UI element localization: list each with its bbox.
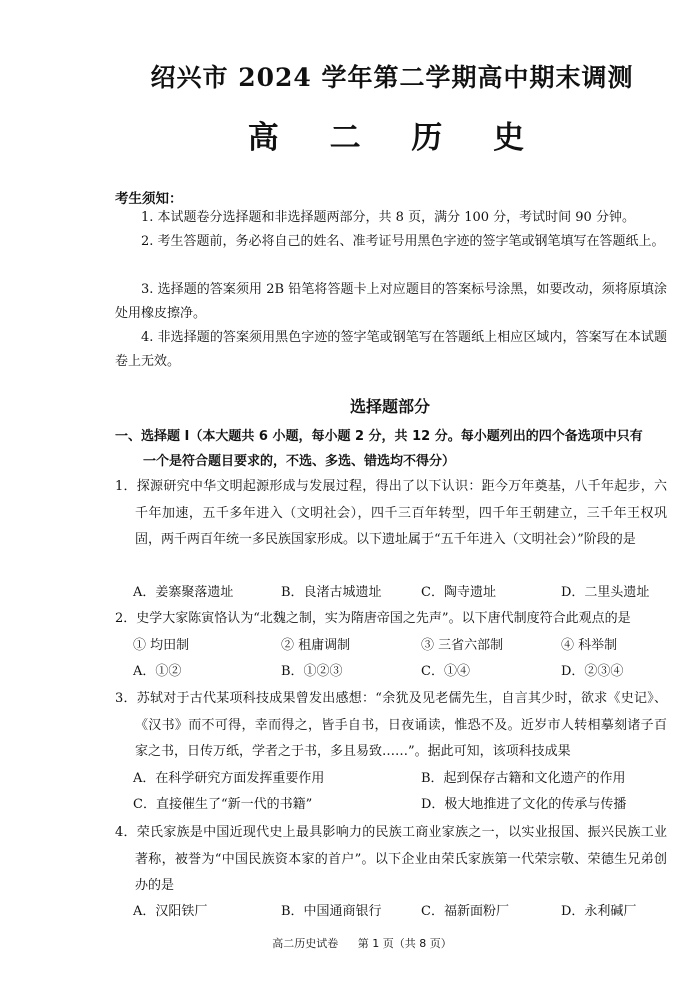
option-c: C．①④ xyxy=(421,664,470,679)
question-2-options xyxy=(133,659,673,685)
exam-title: 绍兴市 2024 学年第二学期高中期末调测 xyxy=(150,63,634,92)
option-a: A．在科学研究方面发挥重要作用 xyxy=(133,771,325,786)
part-instructions xyxy=(115,424,670,474)
option-d: D．二里头遗址 xyxy=(561,585,650,600)
option-b: B．①②③ xyxy=(281,664,343,679)
section-title: 选择题部分 xyxy=(349,397,430,416)
subject-title: 高 二 历 史 xyxy=(247,120,545,156)
option-b: B．起到保存古籍和文化遗产的作用 xyxy=(421,771,626,786)
option-b: B．良渚古城遗址 xyxy=(281,585,382,600)
question-4 xyxy=(115,820,667,900)
option-a: A．汉阳铁厂 xyxy=(133,904,208,919)
notice-item-3: 3. 选择题的答案须用 2B 铅笔将答题卡上对应题目的答案标号涂黑，如要改动，须将原填涂处用橡皮擦净。 xyxy=(115,282,667,321)
page-footer xyxy=(0,935,696,951)
notice-item-2: 2. 考生答题前，务必将自己的姓名、准考证号用黑色字迹的签字笔或钢笔填写在答题纸上。 xyxy=(141,234,665,249)
item-3: ③ 三省六部制 xyxy=(421,638,504,653)
part-instructions-line-1: 一、选择题 I（本大题共 6 小题，每小题 2 分，共 12 分。每小题列出的四个备选项中只有 xyxy=(115,429,643,444)
footer-page-number: 第 1 页（共 8 页） xyxy=(357,937,452,950)
question-4-options xyxy=(133,899,673,925)
item-1: ① 均田制 xyxy=(133,638,190,653)
question-stem: 1．探源研究中华文明起源形成与发展过程，得出了以下认识：距今万年奠基，八千年起步，六千年加速，五千多年进入（文明社会），四千三百年转型，四千年王朝建立，三千年王权巩固，两千两百年统一多民族国家形成。以下遗址属于“五千年进入（文明社会）”阶段的是 xyxy=(115,479,667,547)
question-stem: 2．史学大家陈寅恪认为“北魏之制，实为隋唐帝国之先声”。以下唐代制度符合此观点的是 xyxy=(115,611,631,626)
question-2-items xyxy=(133,633,673,659)
option-c: C．福新面粉厂 xyxy=(421,904,509,919)
question-stem: 4．荣氏家族是中国近现代史上最具影响力的民族工商业家族之一，以实业报国、振兴民族工业著称，被誉为“中国民族资本家的首户”。以下企业由荣氏家族第一代荣宗敬、荣德生兄弟创办的是 xyxy=(115,825,667,893)
footer-paper-name: 高二历史试卷 xyxy=(272,937,339,950)
question-stem: 3．苏轼对于古代某项科技成果曾发出感想：“余犹及见老儒先生，自言其少时，欲求《史记》、《汉书》而不可得，幸而得之，皆手自书，日夜诵读，惟恐不及。近岁市人转相摹刻诸子百家之书，日传万纸，学者之于书，多且易致……”。据此可知，该项科技成果 xyxy=(115,691,667,759)
notice-item-4: 4. 非选择题的答案须用黑色字迹的签字笔或钢笔写在答题纸上相应区域内，答案写在本试题卷上无效。 xyxy=(115,330,667,369)
item-2: ② 租庸调制 xyxy=(281,638,351,653)
question-3 xyxy=(115,686,667,766)
part-instructions-line-2: 一个是符合题目要求的，不选、多选、错选均不得分） xyxy=(143,454,456,469)
question-2 xyxy=(115,606,667,633)
option-a: A．①② xyxy=(133,664,182,679)
option-d: D．②③④ xyxy=(561,664,624,679)
notice-heading: 考生须知： xyxy=(115,191,183,207)
option-b: B．中国通商银行 xyxy=(281,904,382,919)
question-3-options-row-2 xyxy=(133,792,673,818)
option-d: D．极大地推进了文化的传承与传播 xyxy=(421,797,627,812)
item-4: ④ 科举制 xyxy=(561,638,618,653)
option-c: C．直接催生了“新一代的书籍” xyxy=(133,797,313,812)
option-d: D．永利碱厂 xyxy=(561,904,637,919)
notice-item-1: 1. 本试题卷分选择题和非选择题两部分，共 8 页，满分 100 分，考试时间 90 分钟。 xyxy=(141,210,635,225)
question-1-options xyxy=(133,580,673,606)
option-c: C．陶寺遗址 xyxy=(421,585,496,600)
question-1 xyxy=(115,474,667,554)
question-3-options-row-1 xyxy=(133,766,673,792)
option-a: A．姜寨聚落遗址 xyxy=(133,585,234,600)
